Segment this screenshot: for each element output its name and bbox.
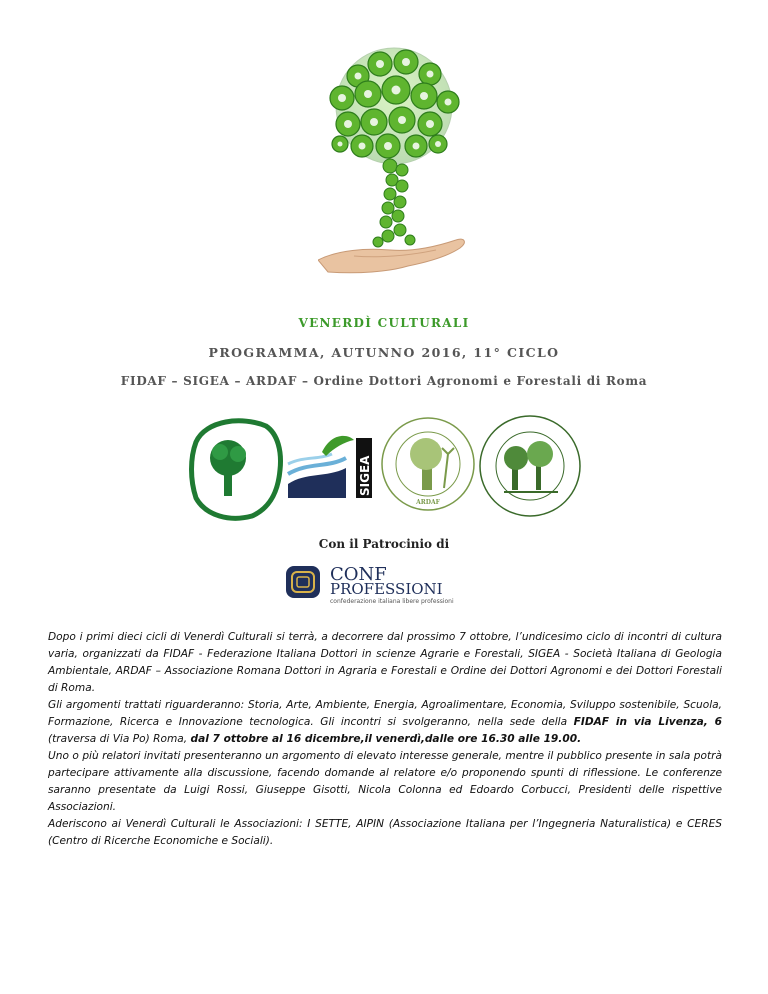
gear-tree-hand-image <box>318 46 470 284</box>
fidaf-logo <box>192 421 281 518</box>
organizers-line: FIDAF – SIGEA – ARDAF – Ordine Dottori Agronomi e Forestali di Roma <box>120 374 648 388</box>
paragraph-intro: Dopo i primi dieci cicli di Venerdì Culturali si terrà, a decorrere dal prossimo 7 ottobre, l’undicesimo ciclo di incontri di cultura varia, organizzati da FIDAF - Federazione Italiana Dottori in scienze Agrarie e Forestali, SIGEA - Società Italiana di Geologia Ambientale, ARDAF – Associazione Romana Dottori in Agraria e Forestali e Ordine dei Dottori Agronomi e dei Dottori Forestali di Roma. <box>48 631 722 694</box>
sigea-text: SIGEA <box>358 455 372 496</box>
ardaf-text: ARDAF <box>416 499 440 506</box>
association-logos <box>186 412 586 524</box>
confprofessioni-logo <box>286 562 482 606</box>
fidaf-text: FIDAF <box>224 506 248 514</box>
confprofessioni-line2: PROFESSIONI <box>330 580 443 598</box>
topics-text: Gli argomenti trattati riguarderanno: Storia, Arte, Ambiente, Energia, Agroalimentare, Economia, Sviluppo sostenibile, Scuola, Formazione, Ricerca e Innovazione tecnologica. Gli incontri si svolgeranno, nella sede della <box>48 699 722 728</box>
confprofessioni-line1: CONF <box>330 564 387 585</box>
announcement-body <box>48 629 722 850</box>
paragraph-format: Uno o più relatori invitati presenteranno un argomento di elevato interesse generale, mentre il pubblico presente in sala potrà partecipare attivamente alla discussione, facendo domande al relatore e/o proponendo spunti di riflessione. Le conferenze saranno presentate da Luigi Rossi, Giuseppe Gisotti, Nicola Colonna ed Edoardo Corbucci, Presidenti delle rispettive Associazioni. <box>48 750 722 813</box>
venue-address: FIDAF in via Livenza, 6 <box>573 716 722 728</box>
venue-note: (traversa di Via Po) Roma, <box>48 733 191 745</box>
schedule-dates: dal 7 ottobre al 16 dicembre,il venerdì,dalle ore 16.30 alle 19.00. <box>190 733 582 745</box>
event-title: VENERDÌ CULTURALI <box>298 316 470 330</box>
sigea-logo <box>288 436 372 498</box>
paragraph-topics <box>48 697 722 748</box>
patronage-label: Con il Patrocinio di <box>318 537 450 551</box>
ordine-logo <box>480 416 580 516</box>
ardaf-logo <box>382 418 474 510</box>
confprofessioni-subtitle: confederazione italiana libere professioni <box>330 598 454 605</box>
paragraph-members: Aderiscono ai Venerdì Culturali le Associazioni: I SETTE, AIPIN (Associazione Italiana per l’Ingegneria Naturalistica) e CERES (Centro di Ricerche Economiche e Sociali). <box>48 818 722 847</box>
program-subtitle: PROGRAMMA, AUTUNNO 2016, 11° CICLO <box>208 345 560 360</box>
